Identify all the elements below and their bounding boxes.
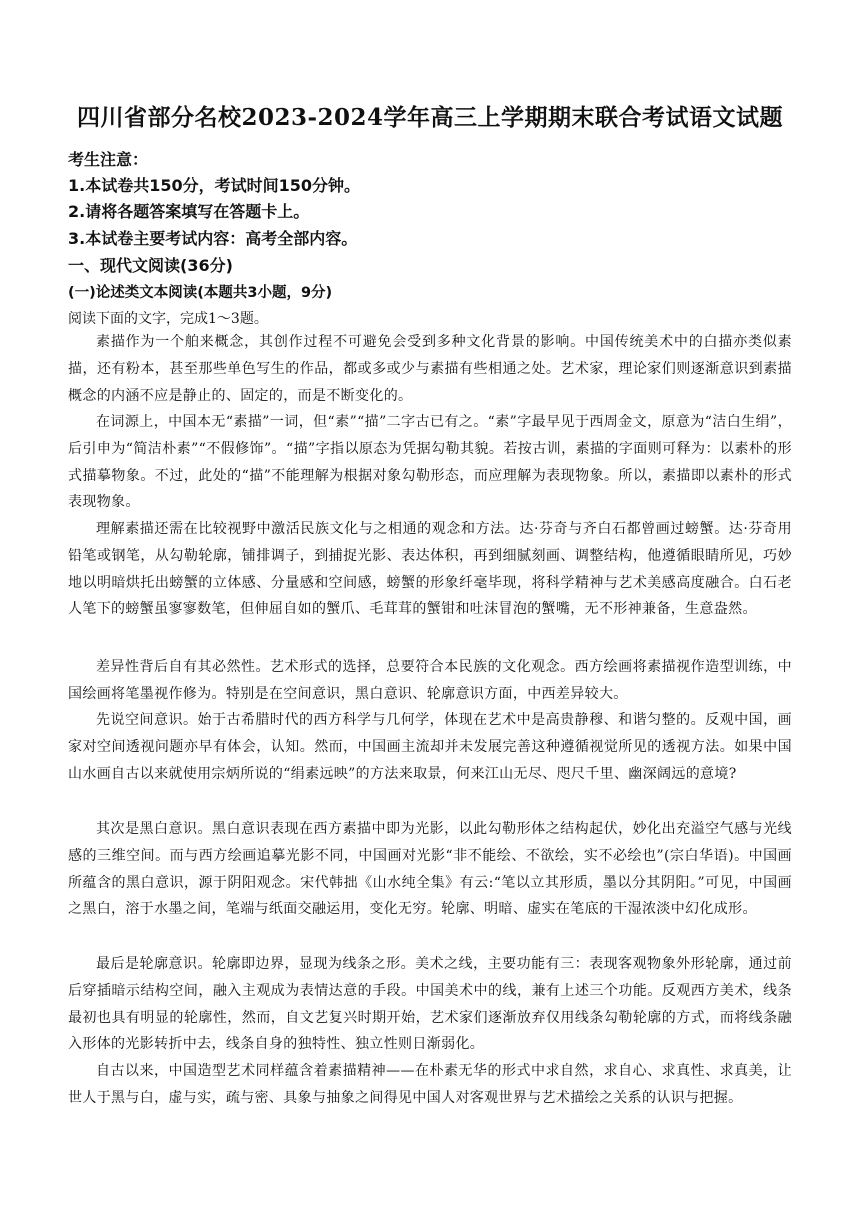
notice-item: 2.请将各题答案填写在答题卡上。 <box>68 202 310 221</box>
article-paragraph: 自古以来，中国造型艺术同样蕴含着素描精神——在朴素无华的形式中求自然，求自心、求真性、求真美，让世人于黑与白，虚与实，疏与密、具象与抽象之间得见中国人对客观世界与艺术描绘之关系的认识与把握。 <box>68 1063 792 1106</box>
article-paragraph: 素描作为一个舶来概念，其创作过程不可避免会受到多种文化背景的影响。中国传统美术中的白描亦类似素描，还有粉本，甚至那些单色写生的作品，都或多或少与素描有些相通之处。艺术家，理论家们则逐渐意识到素描概念的内涵不应是静止的、固定的，而是不断变化的。 <box>68 334 792 404</box>
article-paragraph: 最后是轮廓意识。轮廓即边界，显现为线条之形。美术之线，主要功能有三：表现客观物象外形轮廓，通过前后穿插暗示结构空间，融入主观成为表情达意的手段。中国美术中的线，兼有上述三个功能。反观西方美术，线条最初也具有明显的轮廓性，然而，自文艺复兴时期开始，艺术家们逐渐放弃仅用线条勾勒轮廓的方式，而将线条融入形体的光影转折中去，线条自身的独特性、独立性则日渐弱化。 <box>68 956 792 1053</box>
subsection-heading: (一)论述类文本阅读(本题共3小题，9分) <box>68 285 333 301</box>
article-paragraph: 差异性背后自有其必然性。艺术形式的选择，总要符合本民族的文化观念。西方绘画将素描视作造型训练，中国绘画将笔墨视作修为。特别是在空间意识，黑白意识、轮廓意识方面，中西差异较大。 <box>68 659 792 702</box>
notice-item: 3.本试卷主要考试内容：高考全部内容。 <box>68 229 358 248</box>
section-heading: 一、现代文阅读(36分) <box>68 256 233 275</box>
exam-title: 四川省部分名校2023-2024学年高三上学期期末联合考试语文试题 <box>76 104 784 131</box>
article-paragraph: 理解素描还需在比较视野中激活民族文化与之相通的观念和方法。达·芬奇与齐白石都曾画过螃蟹。达·芬奇用铅笔或钢笔，从勾勒轮廓，铺排调子，到捕捉光影、表达体积，再到细腻刻画、调整结构，他遵循眼睛所见，巧妙地以明暗烘托出螃蟹的立体感、分量感和空间感，螃蟹的形象纤毫毕现，将科学精神与艺术美感高度融合。白石老人笔下的螃蟹虽寥寥数笔，但伸屈自如的蟹爪、毛茸茸的蟹钳和吐沫冒泡的蟹嘴，无不形神兼备，生意盎然。 <box>68 521 792 618</box>
article-paragraph: 其次是黑白意识。黑白意识表现在西方素描中即为光影，以此勾勒形体之结构起伏，妙化出充溢空气感与光线感的三维空间。而与西方绘画追摹光影不同，中国画对光影“非不能绘、不欲绘，实不必绘也”(宗白华语)。中国画所蕴含的黑白意识，源于阴阳观念。宋代韩拙《山水纯全集》有云:“笔以立其形质，墨以分其阴阳。”可见，中国画之黑白，溶于水墨之间，笔端与纸面交融运用，变化无穷。轮廓、明暗、虚实在笔底的干湿浓淡中幻化成形。 <box>68 821 792 918</box>
article-paragraph: 先说空间意识。始于古希腊时代的西方科学与几何学，体现在艺术中是高贵静穆、和谐匀整的。反观中国，画家对空间透视问题亦早有体会，认知。然而，中国画主流却并未发展完善这种遵循视觉所见的透视方法。如果中国山水画自古以来就使用宗炳所说的“绢素远映”的方法来取景，何来江山无尽、咫尺千里、幽深阔远的意境? <box>68 712 792 782</box>
reading-instruction: 阅读下面的文字，完成1～3题。 <box>68 311 268 327</box>
notice-heading: 考生注意： <box>68 150 149 169</box>
notice-item: 1.本试卷共150分，考试时间150分钟。 <box>68 176 361 195</box>
article-paragraph: 在词源上，中国本无“素描”一词，但“素”“描”二字古已有之。“素”字最早见于西周金文，原意为“洁白生绢”，后引申为“简洁朴素”“不假修饰”。“描”字指以原态为凭据勾勒其貌。若按古训，素描的字面则可释为：以素朴的形式描摹物象。不过，此处的“描”不能理解为根据对象勾勒形态，而应理解为表现物象。所以，素描即以素朴的形式表现物象。 <box>68 414 792 511</box>
